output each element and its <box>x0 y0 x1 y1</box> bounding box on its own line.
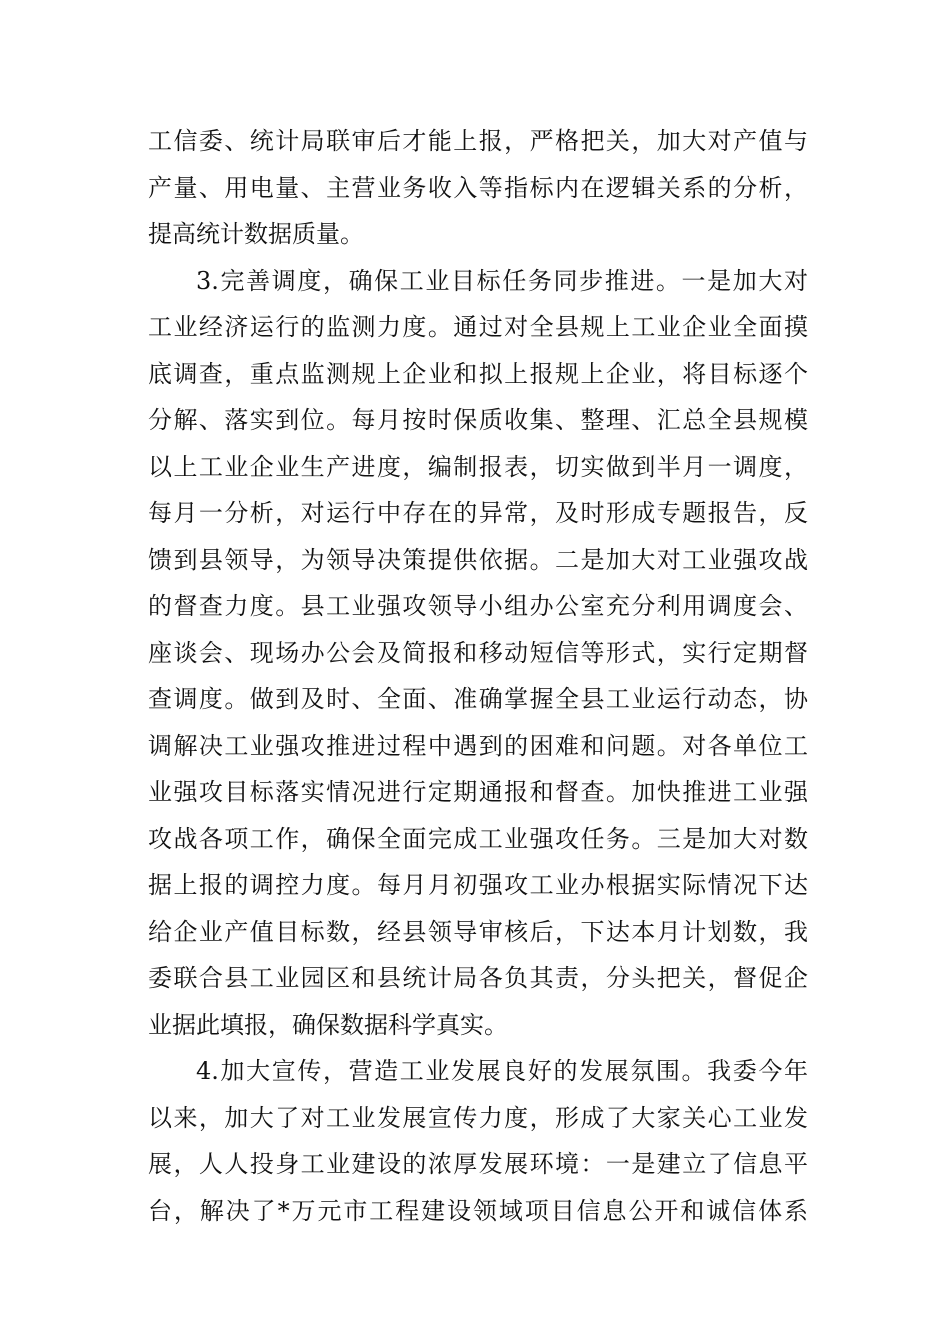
text-line: 业强攻目标落实情况进行定期通报和督查。加快推进工业强 <box>148 778 808 806</box>
paragraph-heading-4: 4.加大宣传，营造工业发展良好的发展氛围。我委今年 <box>196 1057 808 1085</box>
text-line: 查调度。做到及时、全面、准确掌握全县工业运行动态，协 <box>148 685 808 713</box>
text-line: 据上报的调控力度。每月月初强攻工业办根据实际情况下达 <box>148 871 808 899</box>
text-line: 分解、落实到位。每月按时保质收集、整理、汇总全县规模 <box>148 406 808 434</box>
paragraph-heading-3: 3.完善调度，确保工业目标任务同步推进。一是加大对 <box>196 266 808 295</box>
text-line: 攻战各项工作，确保全面完成工业强攻任务。三是加大对数 <box>148 824 808 853</box>
text-line: 馈到县领导，为领导决策提供依据。二是加大对工业强攻战 <box>148 545 808 574</box>
text-line: 工信委、统计局联审后才能上报，严格把关，加大对产值与 <box>148 127 808 155</box>
text-line: 委联合县工业园区和县统计局各负其责，分头把关，督促企 <box>148 964 808 992</box>
text-line: 给企业产值目标数，经县领导审核后，下达本月计划数，我 <box>148 917 808 946</box>
text-line: 业据此填报，确保数据科学真实。 <box>148 1010 508 1039</box>
text-line: 以上工业企业生产进度，编制报表，切实做到半月一调度， <box>148 452 808 481</box>
text-line: 底调查，重点监测规上企业和拟上报规上企业，将目标逐个 <box>148 359 808 388</box>
text-line: 展，人人投身工业建设的浓厚发展环境：一是建立了信息平 <box>148 1150 808 1178</box>
text-line: 提高统计数据质量。 <box>148 220 364 248</box>
document-body <box>148 118 808 1234</box>
text-line: 产量、用电量、主营业务收入等指标内在逻辑关系的分析， <box>148 173 808 202</box>
text-line: 调解决工业强攻推进过程中遇到的困难和问题。对各单位工 <box>148 731 808 760</box>
text-line: 工业经济运行的监测力度。通过对全县规上工业企业全面摸 <box>148 313 808 341</box>
text-line: 座谈会、现场办公会及简报和移动短信等形式，实行定期督 <box>148 638 808 667</box>
text-line: 每月一分析，对运行中存在的异常，及时形成专题报告，反 <box>148 499 808 527</box>
text-line: 以来，加大了对工业发展宣传力度，形成了大家关心工业发 <box>148 1103 808 1132</box>
text-line: 台，解决了*万元市工程建设领域项目信息公开和诚信体系 <box>148 1196 808 1225</box>
text-line: 的督查力度。县工业强攻领导小组办公室充分利用调度会、 <box>148 592 808 620</box>
